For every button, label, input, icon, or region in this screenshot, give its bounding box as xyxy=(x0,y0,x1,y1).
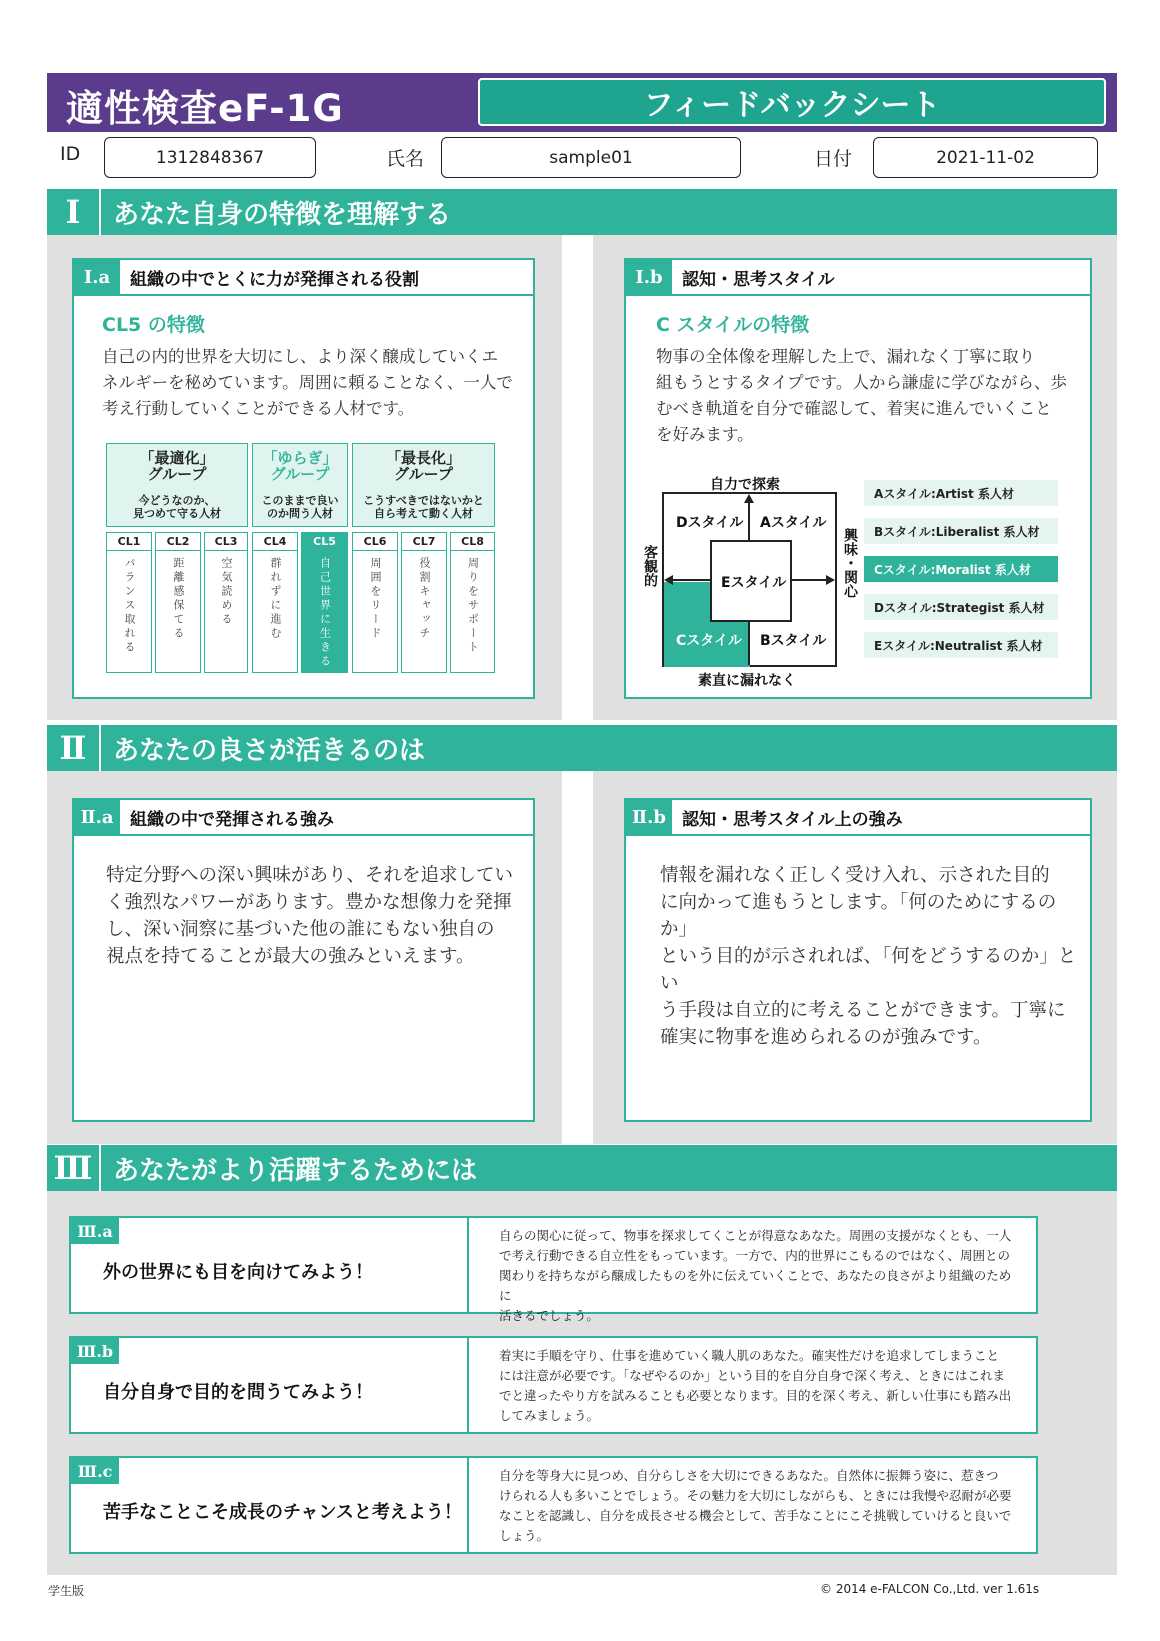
section-2-title: あなたの良さが活きるのは xyxy=(113,735,426,766)
panel-2b-tag: Ⅱ.b xyxy=(626,800,672,834)
panel-1b-title: 認知・思考スタイル xyxy=(682,269,835,290)
section-3-bar xyxy=(47,1145,1117,1191)
d-style-label: Dスタイル xyxy=(676,515,744,531)
text-line: し、深い洞察に基づいた他の誰にもない独自の xyxy=(106,919,495,940)
cl-text: 周りをサポート xyxy=(466,557,480,655)
test-title: 適性検査eF-1G xyxy=(66,87,344,130)
axis-bottom-label: 素直に漏れなく xyxy=(698,673,796,689)
text-line: けられる人も多いことでしょう。その魅力を大切にしながらも、ときには我慢や忍耐が必要 xyxy=(499,1488,1012,1503)
cl-text: 空気読める xyxy=(220,557,233,627)
row-divider xyxy=(467,1338,469,1432)
panel-2b xyxy=(624,798,1092,1122)
text-line: しょう。 xyxy=(499,1528,550,1543)
cl-text: 自己世界に生きる xyxy=(318,557,332,669)
section-2-number: Ⅱ xyxy=(47,725,101,771)
copyright: © 2014 e-FALCON Co.,Ltd. ver 1.61s xyxy=(820,1582,1040,1596)
advice-row-b xyxy=(69,1336,1038,1434)
cl-cell-5-selected xyxy=(301,532,348,673)
cl-text: 周囲をリード xyxy=(369,557,382,641)
style-strength-text xyxy=(660,862,1080,1051)
cl-text: 群れずに進む xyxy=(269,557,282,641)
panel-2a-header xyxy=(74,800,533,836)
cl-text: 役割キャッチ xyxy=(418,557,431,641)
style-item-d: Dスタイル:Strategist 系人材 xyxy=(864,594,1058,620)
group-desc: このままで良い のか問う人材 xyxy=(261,494,339,520)
text-line: 活きるでしょう。 xyxy=(499,1308,599,1323)
group-name: 「最適化」 グループ xyxy=(139,449,215,483)
id-field: 1312848367 xyxy=(104,137,316,178)
group-maximize xyxy=(352,443,495,527)
text-line: 関わりを持ちながら醸成したものを外に伝えていくことで、あなたの良さがより組織のために xyxy=(499,1268,1012,1303)
advice-tag: Ⅲ.a xyxy=(71,1218,119,1244)
style-item-a: Aスタイル:Artist 系人材 xyxy=(864,480,1058,506)
group-desc: 今どうなのか、 見つめて守る人材 xyxy=(133,494,221,520)
text-line: を好みます。 xyxy=(656,425,754,444)
text-line: むべき軌道を自分で確認して、着実に進んでいくこと xyxy=(656,399,1052,418)
panel-1b-tag: Ⅰ.b xyxy=(626,260,672,294)
text-line: なことを認識し、自分を成長させる機会として、苦手なことにこそ挑戦していけると良いで xyxy=(499,1508,1012,1523)
panel-2a-title: 組織の中で発揮される強み xyxy=(130,809,334,830)
cl-cell-1 xyxy=(106,532,152,673)
group-name: 「ゆらぎ」 グループ xyxy=(262,449,338,483)
a-style-label: Aスタイル xyxy=(760,515,827,531)
style-item-b: Bスタイル:Liberalist 系人材 xyxy=(864,518,1058,544)
text-line: という目的が示されれば、「何をどうするのか」とい xyxy=(660,946,1077,994)
panel-1b xyxy=(624,258,1092,699)
c-style-label: Cスタイル xyxy=(676,633,742,649)
cl-code: CL4 xyxy=(253,533,297,551)
panel-1a-title: 組織の中でとくに力が発揮される役割 xyxy=(130,269,419,290)
axis-right-label: 興味・関心 xyxy=(842,528,858,598)
cl-code: CL2 xyxy=(156,533,200,551)
axis-left-label: 客観的 xyxy=(642,545,658,587)
text-line: 自己の内的世界を大切にし、より深く醸成していくエ xyxy=(102,347,498,366)
cl-cell-2 xyxy=(155,532,201,673)
date-field: 2021-11-02 xyxy=(873,137,1098,178)
cl-code: CL5 xyxy=(302,533,347,551)
text-line: 自らの関心に従って、物事を探求してくことが得意なあなた。周囲の支援がなくとも、一人 xyxy=(499,1228,1012,1243)
group-fluctuation xyxy=(252,443,348,527)
group-desc: こうすべきではないかと 自ら考えて動く人材 xyxy=(363,494,484,520)
text-line: 組もうとするタイプです。人から謙虚に学びながら、歩 xyxy=(656,373,1067,392)
panel-1b-header xyxy=(626,260,1090,296)
advice-title: 外の世界にも目を向けてみよう！ xyxy=(103,1262,373,1283)
section-1-number: Ⅰ xyxy=(47,189,101,235)
section-1-bar xyxy=(47,189,1117,235)
advice-text xyxy=(499,1346,1019,1426)
text-line: で考え行動できる自立性をもっています。一方で、内的世界にこもるのではなく、周囲との xyxy=(499,1248,1011,1263)
advice-title: 自分自身で目的を問うてみよう！ xyxy=(103,1382,373,1403)
style-feature-text xyxy=(656,344,1076,448)
cl-code: CL8 xyxy=(451,533,494,551)
text-line: 確実に物事を進められるのが強みです。 xyxy=(660,1027,992,1048)
section-1-title: あなた自身の特徴を理解する xyxy=(113,199,452,230)
name-field: sample01 xyxy=(441,137,741,178)
advice-tag: Ⅲ.b xyxy=(71,1338,119,1364)
text-line: に向かって進もうとします。「何のためにするのか」 xyxy=(660,892,1057,940)
panel-1a-tag: Ⅰ.a xyxy=(74,260,120,294)
advice-text xyxy=(499,1466,1019,1546)
advice-text xyxy=(499,1226,1019,1326)
text-line: 考え行動していくことができる人材です。 xyxy=(102,399,415,418)
id-label: ID xyxy=(60,143,81,165)
advice-tag: Ⅲ.c xyxy=(71,1458,119,1484)
advice-title: 苦手なことこそ成長のチャンスと考えよう！ xyxy=(103,1502,462,1523)
text-line: う手段は自立的に考えることができます。丁寧に xyxy=(660,1000,1066,1021)
text-line: 特定分野への深い興味があり、それを追求してい xyxy=(106,865,514,886)
advice-row-c xyxy=(69,1456,1038,1554)
axis-top-label: 自力で探索 xyxy=(710,477,780,493)
cl-feature-text xyxy=(102,344,522,422)
text-line: 情報を漏れなく正しく受け入れ、示された目的 xyxy=(660,865,1050,886)
cl-text: 距離感保てる xyxy=(172,557,185,641)
cl-code: CL3 xyxy=(205,533,247,551)
text-line: でと違ったやり方を試みることも必要となります。目的を深く考え、新しい仕事にも踏み出 xyxy=(499,1388,1012,1403)
sheet-title: フィードバックシート xyxy=(478,78,1106,126)
panel-1a xyxy=(72,258,535,699)
style-item-c-selected: Cスタイル:Moralist 系人材 xyxy=(864,556,1058,582)
strength-text xyxy=(106,862,526,970)
cl-cell-8 xyxy=(450,532,495,673)
edition-label: 学生版 xyxy=(48,1584,85,1598)
text-line: ネルギーを秘めています。周囲に頼ることなく、一人で xyxy=(102,373,513,392)
date-label: 日付 xyxy=(814,148,853,170)
section-2-bar xyxy=(47,725,1117,771)
text-line: 視点を持てることが最大の強みといえます。 xyxy=(106,946,475,967)
section-3-title: あなたがより活躍するためには xyxy=(113,1155,478,1186)
text-line: 自分を等身大に見つめ、自分らしさを大切にできるあなた。自然体に振舞う姿に、惹きつ xyxy=(499,1468,999,1483)
style-feature-heading: C スタイルの特徴 xyxy=(656,314,810,336)
cl-cell-7 xyxy=(401,532,447,673)
b-style-label: Bスタイル xyxy=(760,633,827,649)
row-divider xyxy=(467,1218,469,1312)
cl-code: CL1 xyxy=(107,533,151,551)
cl-feature-heading: CL5 の特徴 xyxy=(102,314,205,336)
e-style-label: Eスタイル xyxy=(721,575,787,591)
panel-2b-title: 認知・思考スタイル上の強み xyxy=(682,809,903,830)
style-quadrant xyxy=(662,492,837,667)
cl-text: バランス取れる xyxy=(123,557,136,655)
row-divider xyxy=(467,1458,469,1552)
text-line: 物事の全体像を理解した上で、漏れなく丁寧に取り xyxy=(656,347,1036,366)
cl-cell-6 xyxy=(352,532,398,673)
cl-code: CL6 xyxy=(353,533,397,551)
cl-cell-3 xyxy=(204,532,248,673)
text-line: には注意が必要です。「なぜやるのか」という目的を自分自身で深く考え、ときにはこれま xyxy=(499,1368,1006,1383)
text-line: 着実に手順を守り、仕事を進めていく職人肌のあなた。確実性だけを追求してしまうこと xyxy=(499,1348,1000,1363)
cl-cell-4 xyxy=(252,532,298,673)
text-line: してみましょう。 xyxy=(499,1408,600,1423)
group-optimize xyxy=(106,443,248,527)
panel-2a xyxy=(72,798,535,1122)
group-name: 「最長化」 グループ xyxy=(385,449,461,483)
style-item-e: Eスタイル:Neutralist 系人材 xyxy=(864,632,1058,658)
panel-2a-tag: Ⅱ.a xyxy=(74,800,120,834)
section-3-number: Ⅲ xyxy=(47,1145,101,1191)
text-line: く強烈なパワーがあります。豊かな想像力を発揮 xyxy=(106,892,512,913)
advice-row-a xyxy=(69,1216,1038,1323)
name-label: 氏名 xyxy=(386,148,425,170)
cl-code: CL7 xyxy=(402,533,446,551)
panel-2b-header xyxy=(626,800,1090,836)
panel-1a-header xyxy=(74,260,533,296)
